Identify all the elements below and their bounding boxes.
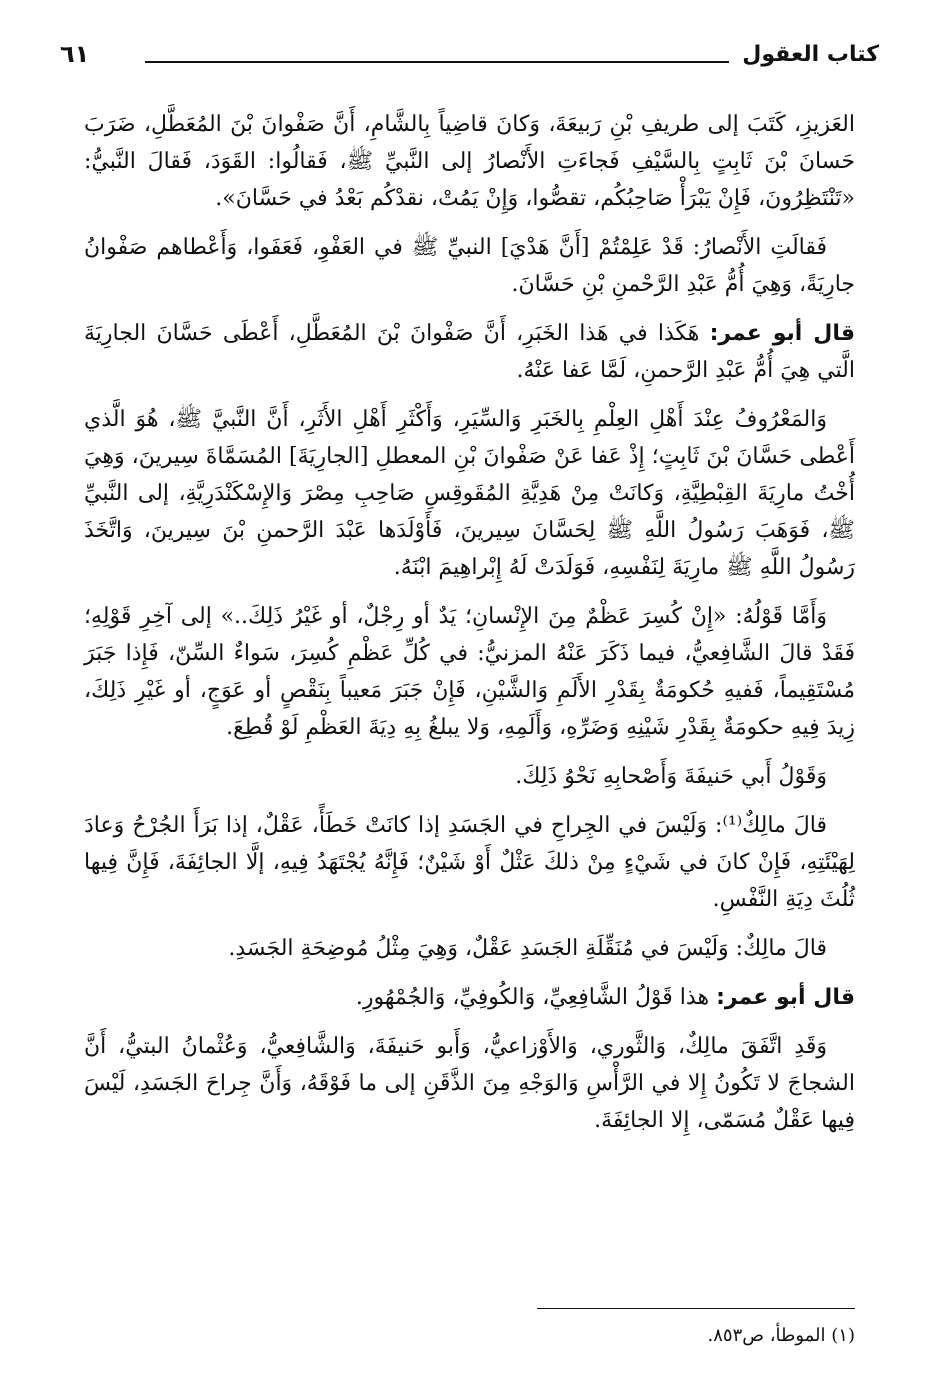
paragraph xyxy=(84,758,855,795)
footnote-separator xyxy=(537,1308,855,1309)
paragraph xyxy=(84,930,855,967)
paragraph xyxy=(84,598,855,746)
paragraph xyxy=(84,401,855,586)
page-header xyxy=(60,38,879,78)
paragraph xyxy=(84,807,855,918)
paragraph-text: وَقَوْلُ أَبي حَنيفَةَ وَأَصْحابِهِ نَحْوُ ذَلِكَ. xyxy=(515,764,827,789)
paragraph-text: قالَ مالِكٌ: وَلَيْسَ في مُنَقِّلَةِ الجَسَدِ عَقْلٌ، وَهِيَ مِثْلُ مُوضِحَةِ الجَسَدِ. xyxy=(228,936,827,961)
main-text xyxy=(84,106,855,1151)
paragraph-text: العَزيزِ، كَتَبَ إلى طريفِ بْنِ رَبيعَةَ، وَكانَ قاضِياً بِالشَّامِ، أَنَّ صَفْوانَ بْنَ المُعَطَّلِ، ضَرَبَ حَسانَ بْنَ ثَابِتٍ بِالسَّيْفِ فَجاءَتِ الأَنْصارُ إلى النَّبيِّ ﷺ، فَقالُوا: القَوَدَ، فَقالَ النَّبيُّ: «تَنْتَظِرُونَ، فَإِنْ يَبْرَأْ صَاحِبُكُم، تقصُّوا، وَإِنْ يَمُتْ، نقدْكُم بَعْدُ في حَسَّانَ». xyxy=(84,112,855,211)
paragraph xyxy=(84,106,855,217)
paragraph-text: هَكَذا في هَذا الخَبَرِ، أَنَّ صَفْوانَ بْنَ المُعَطَّلِ، أَعْطَى حَسَّانَ الجارِيَةَ الَّتي هِيَ أُمُّ عَبْدِ الرَّحمنِ، لَمَّا عَفا عَنْهُ. xyxy=(84,321,855,383)
paragraph-text: فَقالَتِ الأَنْصارُ: قَدْ عَلِمْتُمْ [أَنَّ هَدْيَ] النبيِّ ﷺ في العَفْوِ، فَعَفَوا، وَأَعْطاهم صَفْوانُ جارِيَةً، وَهِيَ أُمُّ عَبْدِ الرَّحْمنِ بْنِ حَسَّانَ. xyxy=(84,235,855,297)
paragraph xyxy=(84,979,855,1016)
speaker-label: قال أبو عمر: xyxy=(716,985,855,1010)
paragraph-text: قالَ مالِكٌ⁽¹⁾: وَلَيْسَ في الجِراحِ في الجَسَدِ إذا كانَتْ خَطَأً، عَقْلٌ، إذا بَرَأَ الجُرْحُ وَعادَ لِهَيْئَتِهِ، فَإِنْ كانَ في شَيْءٍ مِنْ ذلكَ عَثْلٌ أَوْ شَيْنٌ؛ فَإِنَّهُ يُجْتَهَدُ فِيهِ، إلَّا الجائِفَةَ، فَإِنَّ فِيها ثُلُثَ دِيَةِ النَّفْسِ. xyxy=(84,813,855,912)
paragraph-text: هذا قَوْلُ الشَّافِعِيِّ، وَالكُوفِيِّ، وَالجُمْهُورِ. xyxy=(355,985,710,1010)
running-title: كتاب العقول xyxy=(742,42,879,67)
paragraph xyxy=(84,1028,855,1139)
footnote: (١) الموطأ، ص٨٥٣. xyxy=(707,1325,855,1346)
paragraph-text: وَقَدِ اتَّفَقَ مالِكٌ، وَالثَّوري، وَالأَوْزاعيُّ، وَأَبو حَنيفَةَ، وَالشَّافِعيُّ، وَعُثْمانُ البتيُّ، أَنَّ الشجاجَ لا تَكُونُ إِلا في الرَّأْسِ وَالوَجْهِ مِنَ الذَّقَنِ إلى ما فَوْقَهُ، وَأَنَّ جِراحَ الجَسَدِ، لَيْسَ فِيها عَقْلٌ مُسَمّى، إِلا الجائِفَةَ. xyxy=(84,1034,855,1133)
header-rule xyxy=(145,61,729,63)
paragraph-text: وَالمَعْرُوفُ عِنْدَ أَهْلِ العِلْمِ بِالخَبَرِ وَالسِّيَرِ، وَأَكْثَرِ أَهْلِ الأَثَرِ، أَنَّ النَّبيَّ ﷺ، هُوَ الَّذي أَعْطى حَسَّانَ بْنَ ثَابِتٍ؛ إِذْ عَفا عَنْ صَفْوانَ بْنِ المعطلِ [الجارِيَةَ] المُسَمَّاةَ سِيرينَ، وَهِيَ أُخْتُ مارِيَةَ القِبْطِيَّةِ، وَكانَتْ مِنْ هَدِيَّةِ المُقَوقِسِ صَاحِبِ مِصْرَ وَالإِسْكَنْدَرِيَّةِ، إلى النَّبيِّ ﷺ، فَوَهَبَ رَسُولُ اللَّهِ ﷺ لِحَسَّانَ سِيرينَ، فَأَوْلَدَها عَبْدَ الرَّحمنِ بْنَ سِيرينَ، وَاتَّخَذَ رَسُولُ اللَّهِ ﷺ مارِيَةَ لِنَفْسِهِ، فَوَلَدَتْ لَهُ إِبْراهِيمَ ابْنَهُ. xyxy=(84,407,855,580)
paragraph xyxy=(84,315,855,389)
paragraph-text: وَأَمَّا قَوْلُهُ: «إِنْ كُسِرَ عَظْمٌ مِنَ الإِنْسانِ؛ يَدٌ أو رِجْلٌ، أو غَيْرُ ذَلِكَ..» إلى آخِرِ قَوْلِهِ؛ فَقَدْ قالَ الشَّافِعيُّ، فيما ذَكَرَ عَنْهُ المزنيُّ: في كُلِّ عَظْمِ كُسِرَ، سَواءٌ السِّنّ، فَإِذا جَبَرَ مُسْتَقِيماً، فَفيهِ حُكومَةٌ بِقَدْرِ الأَلَمِ وَالشَّيْنِ، فَإِنْ جَبَرَ مَعيباً بِنَقْصٍ أو عَوَجٍ، أو غَيْرِ ذَلِكَ، زِيدَ فِيهِ حكومَةٌ بِقَدْرِ شَيْنِهِ وَضَرِّهِ، وَأَلَمِهِ، وَلا يبلغُ بِهِ دِيَةَ العَظْمِ لَوْ قُطِعَ. xyxy=(84,604,855,740)
speaker-label: قال أبو عمر: xyxy=(709,321,855,346)
paragraph xyxy=(84,229,855,303)
page-number: ٦١ xyxy=(60,40,90,68)
